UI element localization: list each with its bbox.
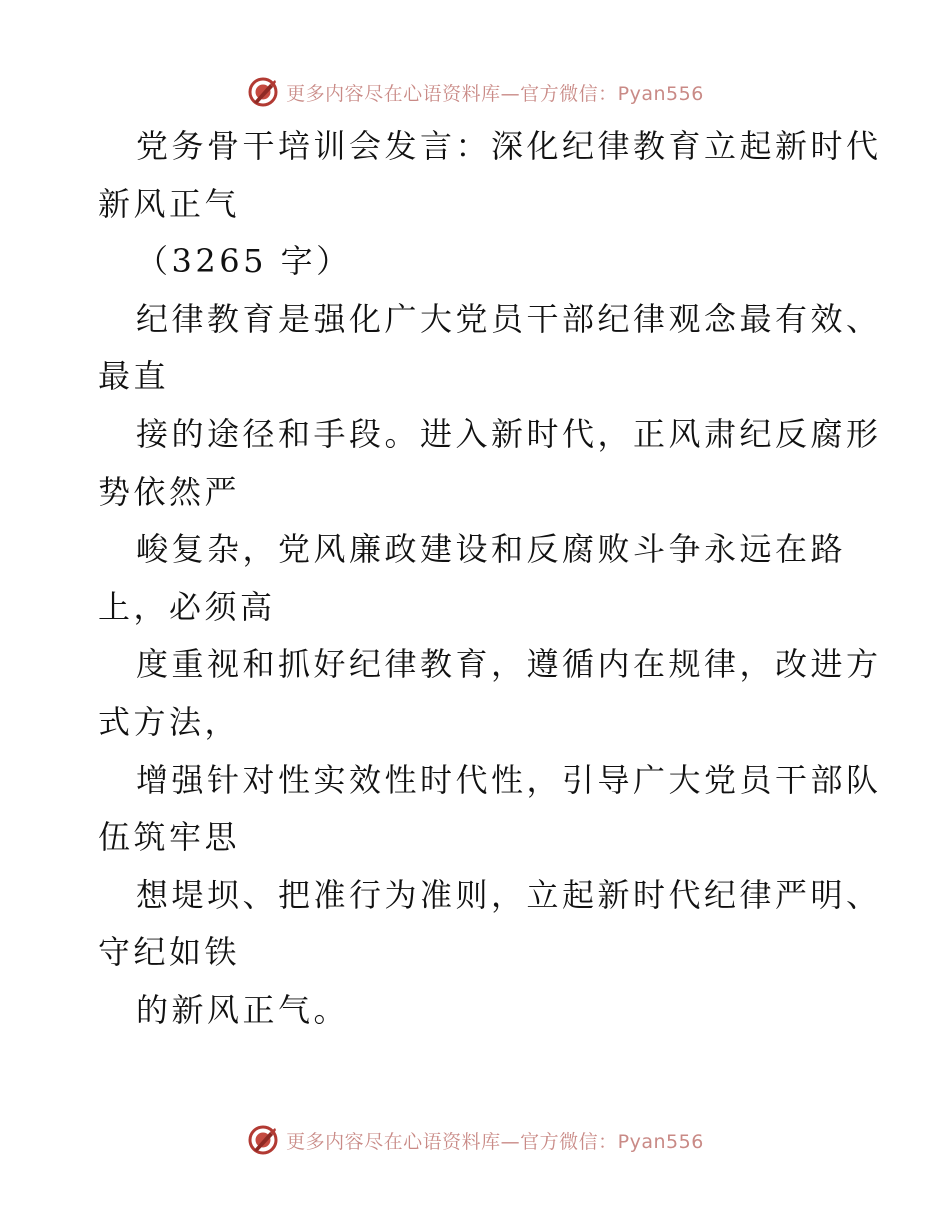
text-line: 最直 [98,357,170,396]
text-line: 增强针对性实效性时代性，引导广大党员干部队 [136,760,882,799]
text-line: 的新风正气。 [136,990,350,1029]
text-line: 势依然严 [98,472,241,511]
watermark-text: 更多内容尽在心语资料库—官方微信：Pyan556 [286,82,704,105]
text-line: （3265 字） [136,242,352,281]
text-line: 上，必须高 [98,587,276,626]
text-line: 伍筑牢思 [98,818,241,857]
text-line: 接的途径和手段。进入新时代，正风肃纪反腐形 [136,414,882,453]
text-line: 峻复杂，党风廉政建设和反腐败斗争永远在路 [136,530,847,569]
pen-nib-circle-icon [246,75,280,109]
text-line: 纪律教育是强化广大党员干部纪律观念最有效、 [136,299,882,338]
document-body [98,118,882,1040]
watermark-text: 更多内容尽在心语资料库—官方微信：Pyan556 [286,1130,704,1153]
footer-watermark [0,1118,950,1162]
pen-nib-circle-icon [246,1123,280,1157]
text-line: 度重视和抓好纪律教育，遵循内在规律，改进方 [136,645,882,684]
text-line: 新风正气 [98,184,241,223]
header-watermark [0,70,950,114]
document-title-line: 党务骨干培训会发言：深化纪律教育立起新时代 [136,127,882,165]
text-line: 式方法， [98,702,241,741]
text-line: 守纪如铁 [98,933,241,972]
text-line: 想堤坝、把准行为准则，立起新时代纪律严明、 [136,875,882,914]
